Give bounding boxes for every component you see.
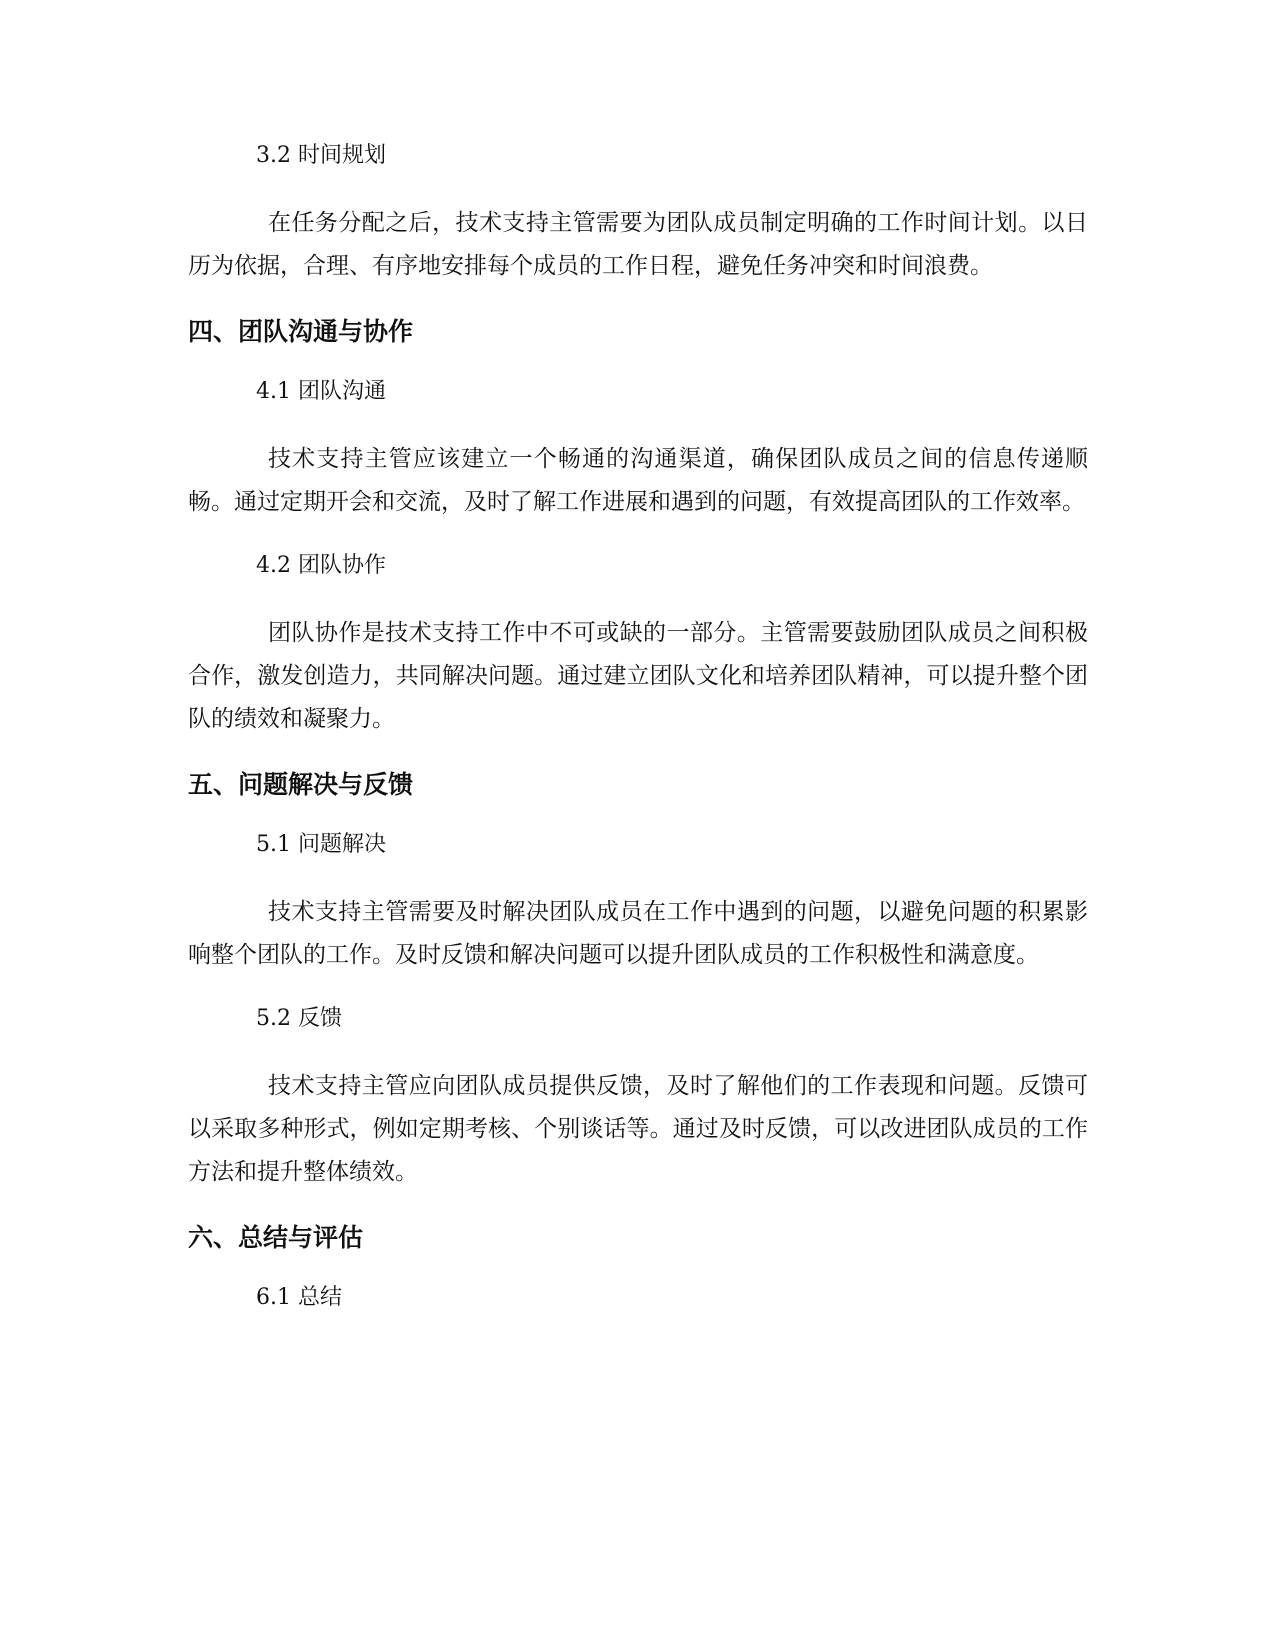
section-heading-6: 六、总结与评估 bbox=[188, 1223, 364, 1252]
paragraph-team-communication: 技术支持主管应该建立一个畅通的沟通渠道，确保团队成员之间的信息传递顺畅。通过定期开会和交流，及时了解工作进展和遇到的问题，有效提高团队的工作效率。 bbox=[188, 446, 1088, 515]
subheading-6-1: 6.1 总结 bbox=[256, 1285, 342, 1310]
paragraph-time-planning: 在任务分配之后，技术支持主管需要为团队成员制定明确的工作时间计划。以日历为依据，合理、有序地安排每个成员的工作日程，避免任务冲突和时间浪费。 bbox=[188, 210, 1088, 279]
paragraph-feedback: 技术支持主管应向团队成员提供反馈，及时了解他们的工作表现和问题。反馈可以采取多种形式，例如定期考核、个别谈话等。通过及时反馈，可以改进团队成员的工作方法和提升整体绩效。 bbox=[188, 1073, 1088, 1185]
subheading-4-1: 4.1 团队沟通 bbox=[256, 379, 386, 404]
subheading-5-1: 5.1 问题解决 bbox=[256, 832, 386, 857]
subheading-4-2: 4.2 团队协作 bbox=[256, 553, 386, 578]
document-body bbox=[188, 140, 1088, 1344]
section-heading-5: 五、问题解决与反馈 bbox=[188, 770, 414, 799]
paragraph-team-collaboration: 团队协作是技术支持工作中不可或缺的一部分。主管需要鼓励团队成员之间积极合作，激发创造力，共同解决问题。通过建立团队文化和培养团队精神，可以提升整个团队的绩效和凝聚力。 bbox=[188, 620, 1088, 732]
paragraph-problem-solving: 技术支持主管需要及时解决团队成员在工作中遇到的问题，以避免问题的积累影响整个团队的工作。及时反馈和解决问题可以提升团队成员的工作积极性和满意度。 bbox=[188, 899, 1088, 968]
section-heading-4: 四、团队沟通与协作 bbox=[188, 317, 414, 346]
subheading-5-2: 5.2 反馈 bbox=[256, 1006, 342, 1031]
subheading-3-2: 3.2 时间规划 bbox=[256, 143, 386, 168]
